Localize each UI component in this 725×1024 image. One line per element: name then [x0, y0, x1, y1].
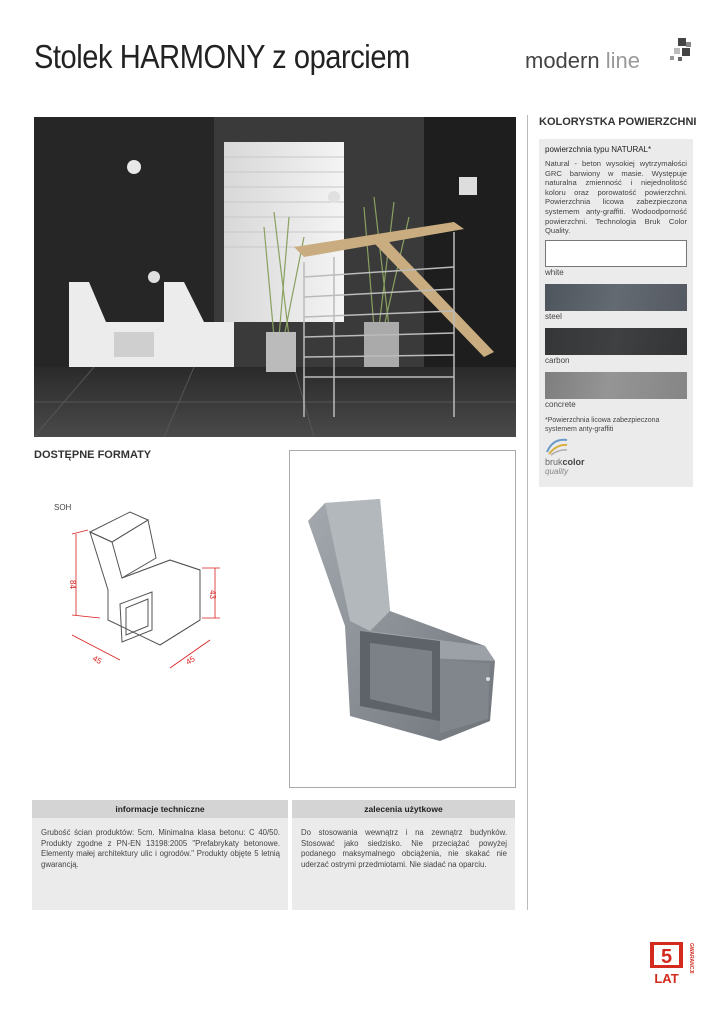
warranty-word: LAT — [654, 971, 679, 986]
bruk-wordmark — [545, 457, 585, 467]
brand-name — [525, 48, 640, 74]
colors-panel — [539, 139, 693, 487]
warranty-years: 5 — [660, 946, 673, 968]
anti-graffiti-note: *Powierzchnia licowa zabezpieczona systemem anty-graffiti — [545, 417, 660, 433]
interior-photo — [34, 117, 516, 437]
warranty-side-text: GWARANCJI — [688, 943, 694, 974]
swatch-label-carbon: carbon — [545, 356, 570, 365]
bruk-color-quality-logo — [545, 436, 605, 476]
column-divider — [527, 115, 528, 910]
dim-width-label: 45 — [184, 654, 197, 667]
dim-height-label: 84 — [68, 580, 77, 589]
warranty-badge — [649, 941, 694, 986]
swatch-white — [545, 240, 687, 267]
dim-depth-label: 45 — [91, 653, 104, 666]
swatch-label-white: white — [545, 268, 564, 277]
technical-info-box — [32, 800, 288, 910]
surface-type-label: powierzchnia typu NATURAL* — [545, 145, 652, 154]
usage-info-box — [292, 800, 515, 910]
bruk-wordmark-bold: color — [562, 457, 585, 467]
technical-drawing — [60, 500, 240, 680]
formats-section-title: DOSTĘPNE FORMATY — [34, 449, 152, 461]
technical-info-text: Grubość ścian produktów: 5cm. Minimalna klasa betonu: C 40/50. Produkty zgodne z PN-EN 13198:2005 "Prefabrykaty betonowe. Elementy małej architektury ulic i ogrodów." Produkty objęte 5 letnią gwarancją. — [41, 828, 280, 869]
bruk-wordmark-light: bruk — [545, 457, 563, 467]
product-render — [290, 451, 515, 787]
brand-name-bold: modern — [525, 48, 600, 73]
brand-logo-icon — [668, 38, 692, 62]
dim-seat-label: 43 — [208, 590, 217, 599]
usage-info-header: zalecenia użytkowe — [292, 800, 515, 818]
model-code: SOH — [54, 503, 72, 512]
bruk-swirl-icon — [545, 436, 569, 456]
colors-section-title: KOLORYSTKA POWIERZCHNI — [539, 116, 697, 128]
swatch-steel — [545, 284, 687, 311]
bruk-subtitle: quality — [545, 467, 569, 476]
swatch-carbon — [545, 328, 687, 355]
page-title: Stolek HARMONY z oparciem — [34, 38, 410, 75]
usage-info-text: Do stosowania wewnątrz i na zewnątrz budynków. Stosować jako siedzisko. Nie przeciążać powyżej podanego maksymalnego obciążenia, nie skakać nie uderzać ostrymi przedmiotami. Nie siadać na oparciu. — [301, 828, 507, 869]
swatch-label-steel: steel — [545, 312, 562, 321]
technical-info-header: informacje techniczne — [32, 800, 288, 818]
surface-description: Natural - beton wysokiej wytrzymałości GRC barwiony w masie. Występuje naturalna zmienność i niejednolitość koloru oraz porowatość powierzchni. Powierzchnia licowa zabezpieczona systemem anty-graffiti. Wodoodporność powierzchni. Technologia Bruk Color Quality. — [545, 159, 687, 236]
brand-name-light: line — [599, 48, 640, 73]
swatch-label-concrete: concrete — [545, 400, 576, 409]
product-render-frame — [289, 450, 516, 788]
swatch-concrete — [545, 372, 687, 399]
